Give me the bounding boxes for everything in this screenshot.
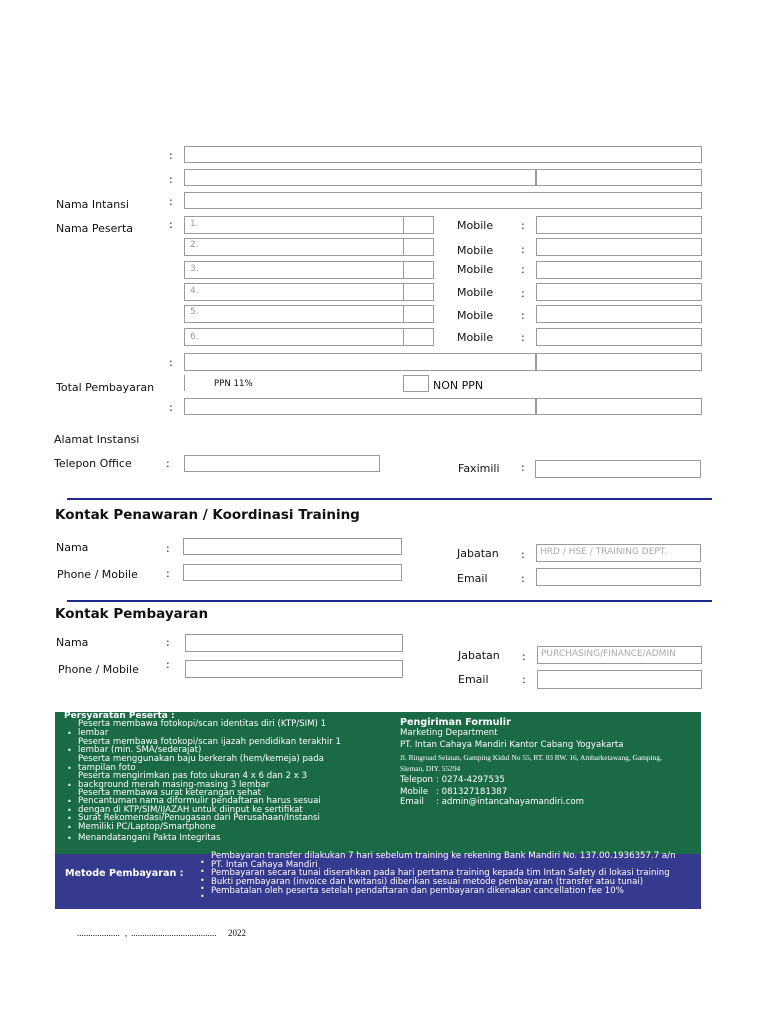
- participant-6-input[interactable]: [184, 328, 404, 346]
- colon: :: [521, 309, 525, 322]
- telepon-value: : 0274-4297535: [436, 775, 505, 785]
- section-divider: [67, 498, 712, 500]
- colon: :: [166, 658, 170, 671]
- participant-5-input[interactable]: [184, 305, 404, 323]
- email-label: Email: [457, 572, 488, 585]
- list-item: lembar (min. SMA/sederajat): [78, 745, 202, 755]
- pengiriman-title: Pengiriman Formulir: [400, 717, 511, 728]
- mobile-label: Mobile: [457, 286, 494, 299]
- bullet-icon: •: [67, 834, 72, 843]
- pembayaran-jabatan-input[interactable]: PURCHASING/FINANCE/ADMIN: [537, 646, 702, 664]
- participant-number: 1.: [190, 219, 199, 229]
- mobile-value: : 081327181387: [436, 787, 508, 797]
- nama-peserta-label: Nama Peserta: [56, 222, 134, 235]
- bullet-icon: •: [67, 797, 72, 806]
- email-label: Email: [458, 673, 489, 686]
- bullet-icon: •: [200, 867, 205, 876]
- colon: :: [521, 219, 525, 232]
- mobile-5-input[interactable]: [536, 305, 702, 323]
- colon: :: [169, 401, 173, 414]
- mobile-label: Mobile: [457, 219, 494, 232]
- bullet-icon: •: [67, 746, 72, 755]
- pengiriman-address-1: Jl. Ringroad Selatan, Gamping Kidul No 55, RT. 03 RW. 16, Ambarketawang, Gamping,: [400, 753, 662, 762]
- participant-3-input[interactable]: [184, 261, 404, 279]
- list-item: Peserta membawa fotokopi/scan ijazah pendidikan terakhir 1: [78, 737, 341, 747]
- participant-number: 2.: [190, 240, 199, 250]
- mobile-label: Mobile: [457, 263, 494, 276]
- participant-number: 6.: [190, 332, 199, 342]
- mobile-label: Mobile: [457, 309, 494, 322]
- mobile-4-input[interactable]: [536, 283, 702, 301]
- participant-4-extra[interactable]: [404, 283, 434, 301]
- list-item: Peserta membawa surat keterangan sehat: [78, 788, 262, 798]
- bullet-icon: •: [200, 892, 205, 901]
- list-item: lembar: [78, 728, 109, 738]
- colon: :: [166, 542, 170, 555]
- list-item: Bukti pembayaran (invoice dan kwitansi) diberikan sesuai metode pembayaran (transfer atau tunai): [211, 877, 644, 887]
- bullet-icon: •: [200, 858, 205, 867]
- faximili-label: Faximili: [458, 462, 500, 475]
- list-item: Memiliki PC/Laptop/Smartphone: [78, 822, 216, 832]
- non-ppn-label: NON PPN: [433, 379, 484, 392]
- mobile-3-input[interactable]: [536, 261, 702, 279]
- email-value: : admin@intancahayamandiri.com: [436, 797, 585, 807]
- alamat-instansi-label: Alamat Instansi: [54, 433, 140, 446]
- colon: :: [169, 195, 173, 208]
- participant-2-input[interactable]: [184, 238, 404, 256]
- divider: [184, 375, 185, 391]
- mobile-label: Mobile: [457, 331, 494, 344]
- metode-title: Metode Pembayaran :: [65, 868, 184, 879]
- list-item: Pembayaran transfer dilakukan 7 hari sebelum training ke rekening Bank Mandiri No. 137.00.1936357.7 a/n: [211, 851, 676, 861]
- pengiriman-company: PT. Intan Cahaya Mandiri Kantor Cabang Yogyakarta: [400, 740, 624, 750]
- row-field-4b[interactable]: [536, 398, 702, 415]
- jabatan-label: Jabatan: [457, 547, 499, 560]
- participant-number: 5.: [190, 307, 199, 317]
- colon: :: [169, 218, 173, 231]
- telepon-label: Telepon: [400, 775, 433, 785]
- list-item: Pembatalan oleh peserta setelah pendaftaran dan pembayaran dikenakan cancellation fee 10%: [211, 886, 624, 896]
- bullet-icon: •: [200, 876, 205, 885]
- participant-1-input[interactable]: [184, 216, 404, 234]
- phone-label: Phone / Mobile: [58, 663, 139, 676]
- list-item: Peserta membawa fotokopi/scan identitas diri (KTP/SIM) 1: [78, 719, 327, 729]
- colon: :: [521, 548, 525, 561]
- penawaran-jabatan-input[interactable]: HRD / HSE / TRAINING DEPT.: [536, 544, 701, 562]
- info-panel: [55, 712, 701, 854]
- colon: :: [521, 461, 525, 474]
- colon: :: [521, 572, 525, 585]
- mobile-1-input[interactable]: [536, 216, 702, 234]
- list-item: Pembayaran secara tunai diserahkan pada hari pertama training kepada tim Intan Safety di lokasi training: [211, 868, 670, 878]
- colon: :: [169, 173, 173, 186]
- list-item: Menandatangani Pakta Integritas: [78, 833, 221, 843]
- place-placeholder: ...................: [77, 928, 120, 938]
- pembayaran-phone-input[interactable]: [185, 660, 403, 678]
- penawaran-email-input[interactable]: [536, 568, 701, 586]
- colon: :: [521, 287, 525, 300]
- bullet-icon: •: [67, 806, 72, 815]
- list-item: Pencantuman nama diformulir pendaftaran harus sesuai: [78, 796, 321, 806]
- bullet-icon: •: [67, 823, 72, 832]
- participant-1-extra[interactable]: [404, 216, 434, 234]
- row-field-3b[interactable]: [536, 353, 702, 371]
- colon: :: [166, 567, 170, 580]
- colon: :: [521, 243, 525, 256]
- colon: :: [521, 263, 525, 276]
- participant-4-input[interactable]: [184, 283, 404, 301]
- mobile-2-input[interactable]: [536, 238, 702, 256]
- list-item: dengan di KTP/SIM/IJAZAH untuk diinput ke sertifikat: [78, 805, 303, 815]
- penawaran-nama-input[interactable]: [183, 538, 402, 555]
- bullet-icon: •: [67, 729, 72, 738]
- section-title: Kontak Penawaran / Koordinasi Training: [55, 507, 360, 523]
- faximili-input[interactable]: [535, 460, 701, 478]
- pengiriman-address-2: Sleman, DIY. 55294: [400, 764, 461, 773]
- nama-label: Nama: [56, 636, 89, 649]
- colon: :: [521, 331, 525, 344]
- phone-label: Phone / Mobile: [57, 568, 138, 581]
- bullet-icon: •: [67, 814, 72, 823]
- section-title: Kontak Pembayaran: [55, 606, 209, 622]
- colon: :: [169, 356, 173, 369]
- participant-number: 4.: [190, 286, 199, 296]
- list-item: PT. Intan Cahaya Mandiri: [211, 860, 318, 870]
- mobile-label: Mobile: [457, 244, 494, 257]
- participant-5-extra[interactable]: [404, 305, 434, 323]
- list-item: Surat Rekomendasi/Penugasan dari Perusahaan/Instansi: [78, 813, 320, 823]
- row-field-1[interactable]: [184, 146, 702, 163]
- bullet-icon: •: [67, 764, 72, 773]
- persyaratan-title: Persyaratan Peserta :: [64, 711, 175, 721]
- participant-2-extra[interactable]: [404, 238, 434, 256]
- nama-label: Nama: [56, 541, 89, 554]
- section-divider: [67, 600, 712, 602]
- nama-intansi-label: Nama Intansi: [56, 198, 129, 211]
- metode-panel: [55, 851, 701, 909]
- list-item: Peserta menggunakan baju berkerah (hem/kemeja) pada: [78, 754, 324, 764]
- comma: ,: [125, 928, 128, 938]
- row-field-2b[interactable]: [536, 169, 702, 186]
- participant-number: 3.: [190, 264, 199, 274]
- participant-6-extra[interactable]: [404, 328, 434, 346]
- colon: :: [169, 149, 173, 162]
- penawaran-phone-input[interactable]: [183, 564, 402, 581]
- list-item: Peserta mengirimkan pas foto ukuran 4 x 6 dan 2 x 3: [78, 771, 308, 781]
- jabatan-label: Jabatan: [458, 649, 500, 662]
- row-field-4[interactable]: [184, 398, 536, 415]
- bullet-icon: •: [67, 781, 72, 790]
- pembayaran-nama-input[interactable]: [185, 634, 403, 652]
- date-placeholder: ......................................: [131, 928, 217, 938]
- non-ppn-checkbox[interactable]: [403, 375, 429, 392]
- nama-intansi-input[interactable]: [184, 192, 702, 209]
- colon: :: [522, 673, 526, 686]
- list-item: background merah masing-masing 3 lembar: [78, 780, 270, 790]
- mobile-label: Mobile: [400, 787, 429, 797]
- participant-3-extra[interactable]: [404, 261, 434, 279]
- telepon-office-input[interactable]: [184, 455, 380, 472]
- colon: :: [522, 650, 526, 663]
- year: 2022: [228, 928, 246, 938]
- ppn-label: PPN 11%: [214, 379, 253, 389]
- row-field-2[interactable]: [184, 169, 536, 186]
- colon: :: [166, 457, 170, 470]
- pembayaran-email-input[interactable]: [537, 670, 702, 689]
- list-item: tampilan foto: [78, 763, 136, 773]
- total-pembayaran-label: Total Pembayaran: [56, 381, 155, 394]
- colon: :: [166, 636, 170, 649]
- telepon-office-label: Telepon Office: [54, 457, 132, 470]
- email-label: Email: [400, 797, 424, 807]
- bullet-icon: •: [200, 884, 205, 893]
- pengiriman-dept: Marketing Department: [400, 728, 498, 738]
- row-field-3[interactable]: [184, 353, 536, 371]
- mobile-6-input[interactable]: [536, 328, 702, 346]
